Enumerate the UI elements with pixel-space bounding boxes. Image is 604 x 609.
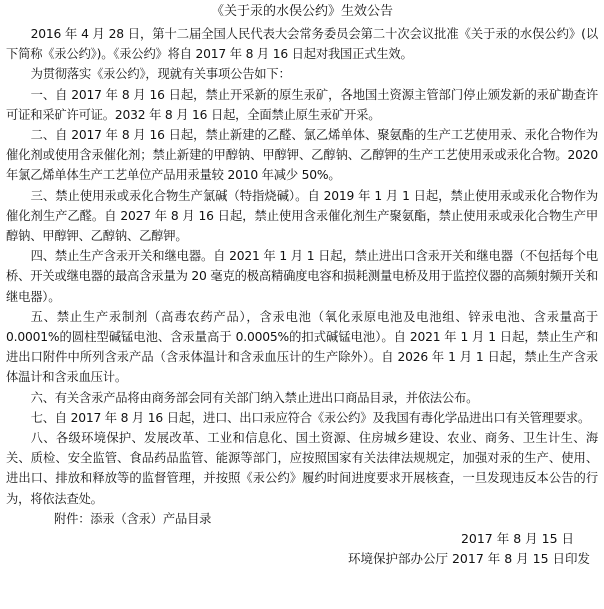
paragraph-item-1: 一、自 2017 年 8 月 16 日起，禁止开采新的原生汞矿，各地国土资源主管部门停止颁发新的汞矿勘查许可证和采矿许可证。2032 年 8 月 16 日起，全面禁止原生汞矿开采。	[6, 87, 598, 122]
attachment-line: 附件：添汞（含汞）产品目录	[54, 511, 212, 526]
issuer-line: 环境保护部办公厅 2017 年 8 月 15 日印发	[347, 551, 590, 567]
signature-date: 2017 年 8 月 15 日	[460, 531, 574, 547]
document-title: 《关于汞的水俣公约》生效公告	[210, 4, 393, 19]
paragraph-item-8: 八、各级环境保护、发展改革、工业和信息化、国土资源、住房城乡建设、农业、商务、卫生计生、海关、质检、安全监管、食品药品监管、能源等部门，应按照国家有关法律法规规定，加强对汞的生产、使用、进出口、排放和释放等的监督管理，并按照《汞公约》履约时间进度要求开展核查，一旦发现违反本公告的行为，将依法查处。	[6, 431, 598, 506]
paragraph-item-6: 六、有关含汞产品将由商务部会同有关部门纳入禁止进出口商品目录，并依法公布。	[30, 390, 479, 405]
paragraph-item-7: 七、自 2017 年 8 月 16 日起，进口、出口汞应符合《汞公约》及我国有毒化学品进出口有关管理要求。	[30, 410, 591, 425]
paragraph-preamble: 为贯彻落实《汞公约》，现就有关事项公告如下：	[30, 67, 291, 82]
paragraph-item-2: 二、自 2017 年 8 月 16 日起，禁止新建的乙醛、氯乙烯单体、聚氨酯的生产工艺使用汞、汞化合物作为催化剂或使用含汞催化剂；禁止新建的甲醇钠、甲醇钾、乙醇钠、乙醇钾的生产工艺使用汞或汞化合物。2020 年氯乙烯单体生产工艺单位产品用汞量较 2010 年减少 50%。	[6, 128, 598, 183]
paragraph-item-5: 五、禁止生产汞制剂（高毒农药产品），含汞电池（氧化汞原电池及电池组、锌汞电池、含汞量高于 0.0001%的圆柱型碱锰电池、含汞量高于 0.0005%的扣式碱锰电池）。自 2021 年 1 月 1 日起，禁止生产和进出口附件中所列含汞产品（含汞体温计和含汞血压计的生产除外）。自 2026 年 1 月 1 日起，禁止生产含汞体温计和含汞血压计。	[6, 309, 598, 385]
paragraph-intro: 2016 年 4 月 28 日，第十二届全国人民代表大会常务委员会第二十次会议批准《关于汞的水俣公约》(以下简称《汞公约》)。《汞公约》将自 2017 年 8 月 16 日起对我国正式生效。	[6, 27, 598, 62]
paragraph-item-4: 四、禁止生产含汞开关和继电器。自 2021 年 1 月 1 日起，禁止进出口含汞开关和继电器（不包括每个电桥、开关或继电器的最高含汞量为 20 毫克的极高精确度电容和损耗测量电桥及用于监控仪器的高频射频开关和继电器）。	[6, 249, 598, 304]
paragraph-item-3: 三、禁止使用汞或汞化合物生产氯碱（特指烧碱）。自 2019 年 1 月 1 日起，禁止使用汞或汞化合物作为催化剂生产乙醛。自 2027 年 8 月 16 日起，禁止使用含汞催化剂生产聚氨酯，禁止使用汞或汞化合物生产甲醇钠、甲醇钾、乙醇钠、乙醇钾。	[6, 188, 598, 244]
